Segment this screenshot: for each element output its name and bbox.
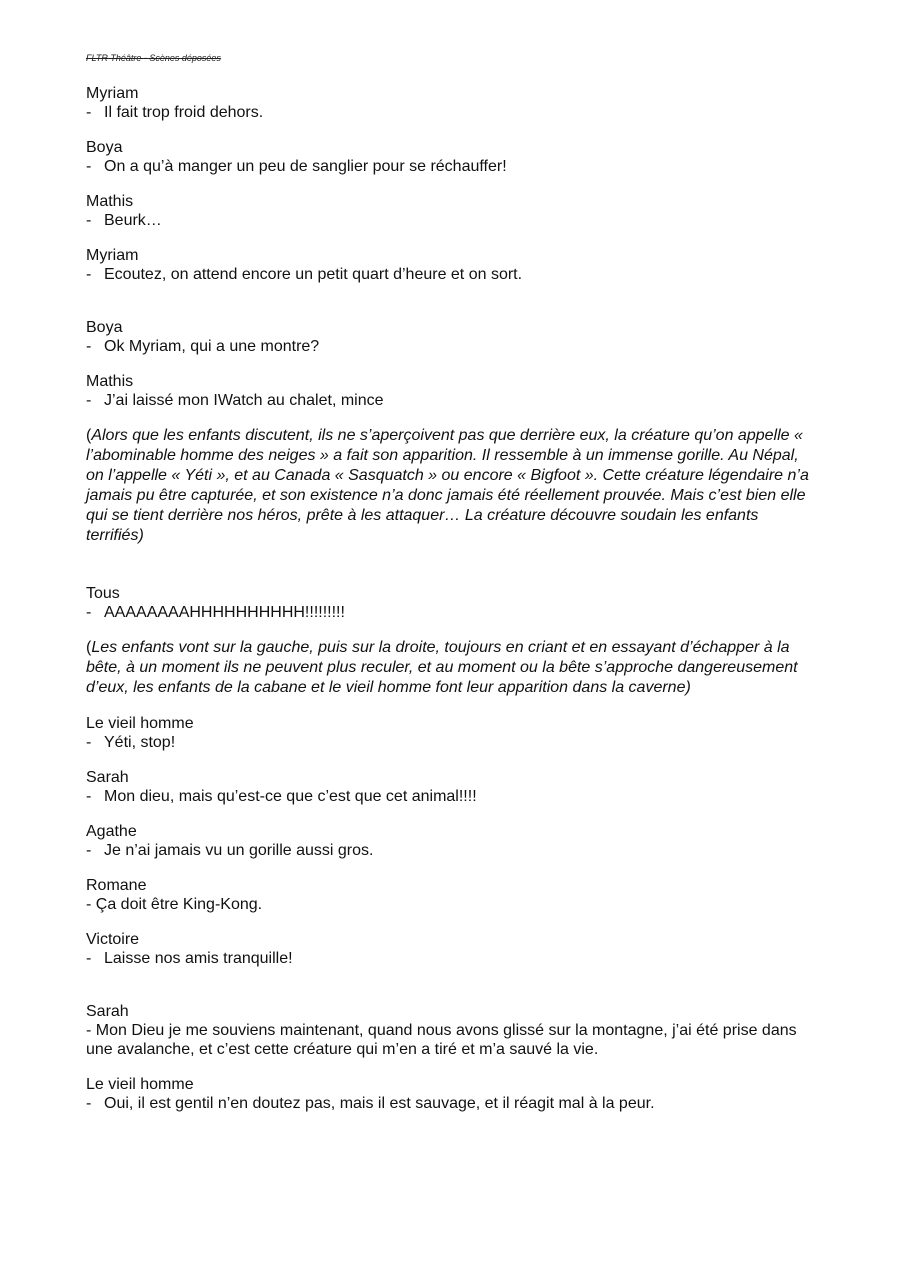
dialogue-block <box>86 372 816 410</box>
stage-direction-text: Les enfants vont sur la gauche, puis sur la droite, toujours en criant et en essayant d’échapper à la bête, à un moment ils ne peuvent plus reculer, et au moment ou la bête s’approche dangereusement d’eux, les enfants de la cabane et le vieil homme font leur apparition dans la caverne) <box>86 639 798 696</box>
dialogue-text: Oui, il est gentil n’en doutez pas, mais il est sauvage, et il réagit mal à la peur. <box>104 1095 655 1112</box>
dialogue-text: Laisse nos amis tranquille! <box>104 950 293 967</box>
speaker-name: Tous <box>86 585 120 602</box>
dialogue-text: Je n’ai jamais vu un gorille aussi gros. <box>104 842 374 859</box>
dialogue-line <box>86 337 816 356</box>
speaker-name: Agathe <box>86 823 137 840</box>
dialogue-block <box>86 192 816 230</box>
dialogue-text: Beurk… <box>104 212 162 229</box>
dialogue-line <box>86 895 816 914</box>
dash-marker: - <box>86 842 92 859</box>
dialogue-block <box>86 1002 816 1059</box>
dialogue-line <box>86 211 816 230</box>
dialogue-block <box>86 84 816 122</box>
dash-marker: - <box>86 788 92 805</box>
dash-marker: - <box>86 266 92 283</box>
speaker-name: Victoire <box>86 931 140 948</box>
page-header: FLTR Théâtre - Scènes déposées <box>86 53 221 63</box>
dialogue-block <box>86 584 816 622</box>
dash-marker: - <box>86 734 92 751</box>
dialogue-block <box>86 768 816 806</box>
dialogue-block <box>86 822 816 860</box>
dialogue-line <box>86 603 816 622</box>
speaker-name: Boya <box>86 139 123 156</box>
dialogue-line <box>86 1094 816 1113</box>
dialogue-line <box>86 265 816 284</box>
dialogue-text: - Mon Dieu je me souviens maintenant, quand nous avons glissé sur la montagne, j’ai été prise dans une avalanche, et c’est cette créature qui m’en a tiré et m’a sauvé la vie. <box>86 1022 797 1058</box>
speaker-name: Boya <box>86 319 123 336</box>
dialogue-line <box>86 949 816 968</box>
dialogue-line <box>86 1021 816 1059</box>
dialogue-line <box>86 103 816 122</box>
dash-marker: - <box>86 338 92 355</box>
speaker-name: Le vieil homme <box>86 1076 194 1093</box>
dialogue-text: Il fait trop froid dehors. <box>104 104 264 121</box>
dialogue-text: Yéti, stop! <box>104 734 176 751</box>
dash-marker: - <box>86 604 92 621</box>
dash-marker: - <box>86 950 92 967</box>
dialogue-text: J’ai laissé mon IWatch au chalet, mince <box>104 392 384 409</box>
dialogue-block <box>86 714 816 752</box>
dialogue-line <box>86 391 816 410</box>
dialogue-text: - Ça doit être King-Kong. <box>86 896 263 913</box>
speaker-name: Sarah <box>86 1003 129 1020</box>
dash-marker: - <box>86 392 92 409</box>
stage-direction: (Les enfants vont sur la gauche, puis sur la droite, toujours en criant et en essayant d’échapper à la bête, à un moment ils ne peuvent plus reculer, et au moment ou la bête s’approche dangereusement d’eux, les enfants de la cabane et le vieil homme font leur apparition dans la caverne) <box>86 639 798 696</box>
dialogue-block <box>86 876 816 914</box>
dialogue-line <box>86 787 816 806</box>
speaker-name: Myriam <box>86 85 139 102</box>
dash-marker: - <box>86 1095 92 1112</box>
dash-marker: - <box>86 158 92 175</box>
dialogue-line <box>86 841 816 860</box>
dialogue-block <box>86 930 816 968</box>
dialogue-text: Ok Myriam, qui a une montre? <box>104 338 320 355</box>
dialogue-block <box>86 246 816 284</box>
speaker-name: Sarah <box>86 769 129 786</box>
dialogue-text: Mon dieu, mais qu’est-ce que c’est que cet animal!!!! <box>104 788 477 805</box>
stage-direction: (Alors que les enfants discutent, ils ne s’aperçoivent pas que derrière eux, la créature qu’on appelle « l’abominable homme des neiges » a fait son apparition. Il ressemble à un immense gorille. Au Népal, on l’appelle « Yéti », et au Canada « Sasquatch » ou encore « Bigfoot ». Cette créature légendaire n’a jamais pu être capturée, et son existence n’a donc jamais été réellement prouvée. Mais c’est bien elle qui se tient derrière nos héros, prête à les attaquer… La créature découvre soudain les enfants terrifiés) <box>86 427 809 544</box>
script-page <box>86 52 816 1129</box>
speaker-name: Mathis <box>86 373 134 390</box>
dash-marker: - <box>86 212 92 229</box>
stage-direction-text: Alors que les enfants discutent, ils ne s’aperçoivent pas que derrière eux, la créature qu’on appelle « l’abominable homme des neiges » a fait son apparition. Il ressemble à un immense gorille. Au Népal, on l’appelle « Yéti », et au Canada « Sasquatch » ou encore « Bigfoot ». Cette créature légendaire n’a jamais pu être capturée, et son existence n’a donc jamais été réellement prouvée. Mais c’est bien elle qui se tient derrière nos héros, prête à les attaquer… La créature découvre soudain les enfants terrifiés) <box>86 427 809 544</box>
dialogue-block <box>86 318 816 356</box>
dialogue-text: On a qu’à manger un peu de sanglier pour se réchauffer! <box>104 158 507 175</box>
speaker-name: Mathis <box>86 193 134 210</box>
dash-marker: - <box>86 104 92 121</box>
dialogue-line <box>86 157 816 176</box>
speaker-name: Romane <box>86 877 147 894</box>
dialogue-line <box>86 733 816 752</box>
dialogue-text: AAAAAAAAHHHHHHHHHH!!!!!!!!! <box>104 604 345 621</box>
speaker-name: Le vieil homme <box>86 715 194 732</box>
dialogue-block <box>86 138 816 176</box>
speaker-name: Myriam <box>86 247 139 264</box>
dialogue-block <box>86 1075 816 1113</box>
dialogue-text: Ecoutez, on attend encore un petit quart d’heure et on sort. <box>104 266 523 283</box>
